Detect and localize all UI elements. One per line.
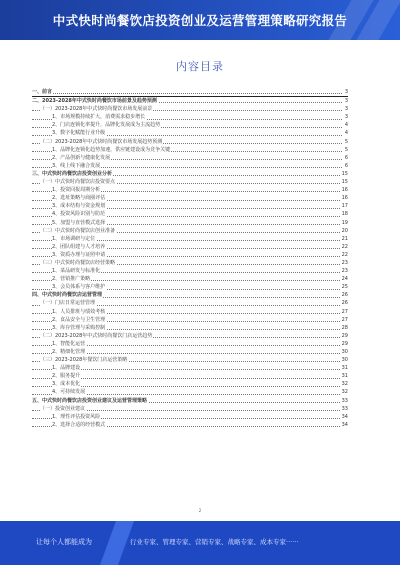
toc-entry-label: 1、品牌化连锁化趋势加速，供应链建设成为竞争关键 — [52, 146, 171, 153]
toc-entry[interactable] — [32, 194, 348, 202]
toc-entry-page: 16 — [341, 195, 348, 202]
toc-entry-page: 18 — [341, 211, 348, 218]
toc-entry-page: 22 — [341, 251, 348, 258]
toc-entry-label: 2、食品安全与卫生管理 — [52, 316, 106, 323]
toc-entry[interactable] — [32, 380, 348, 388]
toc-entry-page: 34 — [341, 421, 348, 428]
toc-entry-page: 29 — [341, 332, 348, 339]
toc-entry[interactable] — [32, 219, 348, 227]
toc-entry-label: 2、服务提升 — [52, 373, 81, 380]
toc-entry-page: 3 — [344, 106, 348, 113]
toc-entry-label: 3、会员体系与客户维护 — [52, 284, 106, 291]
toc-entry[interactable] — [32, 356, 348, 364]
toc-entry-page: 32 — [341, 381, 348, 388]
toc-entry[interactable] — [32, 202, 348, 210]
toc-entry-page: 3 — [344, 89, 348, 95]
toc-entry-label: （二）2023-2028年中式快时尚餐饮门店运营趋势 — [40, 332, 153, 339]
toc-entry-label: 1、投资回报周期分析 — [52, 187, 101, 194]
toc-entry-page: 32 — [341, 389, 348, 396]
toc-entry[interactable] — [32, 105, 348, 113]
toc-entry[interactable] — [32, 308, 348, 316]
toc-entry-page: 27 — [341, 308, 348, 315]
toc-entry-page: 15 — [341, 179, 348, 186]
toc-entry[interactable] — [32, 267, 348, 275]
toc-entry[interactable] — [32, 275, 348, 283]
toc-entry-page: 15 — [341, 170, 348, 177]
toc-entry[interactable] — [32, 324, 348, 332]
toc-entry[interactable] — [32, 372, 348, 380]
toc-entry-label: （一）2023-2028年中式快时尚餐饮市场发展前景 — [40, 106, 153, 113]
toc-entry[interactable] — [32, 162, 348, 170]
toc-entry[interactable] — [32, 332, 348, 340]
toc-entry-label: （二）中式快时尚餐饮店创业准备 — [40, 227, 116, 234]
report-title: 中式快时尚餐饮店投资创业及运营管理策略研究报告 — [52, 13, 348, 28]
toc-entry-page: 26 — [341, 300, 348, 307]
toc-entry-label: 4、可持续发展 — [52, 389, 86, 396]
toc-entry[interactable] — [32, 121, 348, 129]
toc-entry-page: 6 — [344, 154, 348, 161]
toc-entry-label: 1、智能化运营 — [52, 340, 86, 347]
toc-entry-page: 17 — [341, 203, 348, 210]
toc-entry-label: 五、中式快时尚餐饮店投资创业建议及运营管理策略 — [32, 397, 148, 404]
toc-entry-page: 4 — [344, 130, 348, 137]
report-header — [0, 0, 400, 40]
toc-entry-page: 29 — [341, 340, 348, 347]
toc-entry-label: 4、投资风险识别与防范 — [52, 211, 106, 218]
toc-entry[interactable] — [32, 421, 348, 429]
toc-entry-label: 3、成本优化 — [52, 381, 81, 388]
toc-entry[interactable] — [32, 340, 348, 348]
toc-entry-label: 3、资质办理与证照申请 — [52, 251, 106, 258]
toc-entry-page: 6 — [344, 162, 348, 169]
toc-entry-label: （一）投资创业建议 — [40, 405, 86, 412]
toc-entry-label: 二、2023-2028年中式快时尚餐饮市场前景及趋势预测 — [32, 98, 157, 105]
toc-entry-page: 25 — [341, 284, 348, 291]
toc-entry[interactable] — [32, 113, 348, 121]
toc-entry-label: 一、前言 — [32, 89, 53, 95]
page-number: 2 — [198, 508, 202, 513]
toc-entry-label: （三）中式快时尚餐饮店经营策略 — [40, 259, 116, 266]
toc-entry[interactable] — [32, 348, 348, 356]
toc-entry[interactable] — [32, 299, 348, 307]
toc-entry-label: 1、品牌建设 — [52, 365, 81, 372]
toc-entry-label: （一）门店日常运营管理 — [40, 300, 96, 307]
toc-entry-page: 27 — [341, 316, 348, 323]
toc-entry-label: 5、加盟与直营模式选择 — [52, 219, 106, 226]
toc-leader — [32, 93, 342, 94]
toc-entry-label: 三、中式快时尚餐饮店投资创业分析 — [32, 170, 113, 177]
toc-entry-label: 1、理性评估投资风险 — [52, 413, 101, 420]
toc-entry[interactable] — [32, 316, 348, 324]
toc-entry-page: 20 — [341, 227, 348, 234]
toc-entry[interactable] — [32, 210, 348, 218]
toc-entry[interactable] — [32, 178, 348, 186]
toc-entry-label: 3、数字化赋能行业升级 — [52, 130, 106, 137]
toc-entry[interactable] — [32, 413, 348, 421]
toc-entry-label: 四、中式快时尚餐饮店运营管理 — [32, 292, 103, 299]
toc-entry[interactable] — [32, 227, 348, 235]
toc-entry-label: （一）中式快时尚餐饮店投资要点 — [40, 179, 116, 186]
toc-entry-label: 2、选址策略与商圈评估 — [52, 195, 106, 202]
toc-entry-page: 34 — [341, 413, 348, 420]
toc-entry[interactable] — [32, 97, 348, 105]
toc-entry-page: 24 — [341, 276, 348, 283]
toc-entry[interactable] — [32, 138, 348, 146]
toc-entry-label: 1、人员排班与绩效考核 — [52, 308, 106, 315]
toc-entry-page: 3 — [344, 114, 348, 121]
toc-entry-page: 26 — [341, 292, 348, 299]
toc-entry-page: 33 — [341, 397, 348, 404]
toc-entry-label: 2、门店连锁化率提升，品牌化发展成为主流趋势 — [52, 122, 161, 129]
table-of-contents — [32, 88, 348, 429]
report-footer — [0, 521, 400, 565]
toc-entry[interactable] — [32, 154, 348, 162]
toc-entry-page: 33 — [341, 405, 348, 412]
toc-entry[interactable] — [32, 364, 348, 372]
footer-expertise: 行业专家、管理专家、营销专家、战略专家、成本专家······ — [130, 538, 299, 546]
toc-entry-page: 19 — [341, 219, 348, 226]
toc-entry-label: 1、菜品研发与标准化 — [52, 268, 101, 275]
toc-entry[interactable] — [32, 235, 348, 243]
toc-entry-label: 3、库存管理与采购控制 — [52, 324, 106, 331]
toc-entry-label: 1、市场调研与定位 — [52, 235, 96, 242]
toc-entry-page: 5 — [344, 146, 348, 153]
toc-entry[interactable] — [32, 397, 348, 405]
toc-entry-label: （三）2023-2028年餐饮门店运营策略 — [40, 357, 128, 364]
toc-entry[interactable] — [32, 259, 348, 267]
toc-entry[interactable] — [32, 388, 348, 396]
toc-entry-page: 22 — [341, 243, 348, 250]
toc-entry[interactable] — [32, 186, 348, 194]
toc-entry-page: 5 — [344, 138, 348, 145]
toc-entry-label: 2、营销推广策略 — [52, 276, 91, 283]
toc-entry-page: 30 — [341, 357, 348, 364]
toc-entry-label: 1、市场规模持续扩大，消费需求稳步增长 — [52, 114, 146, 121]
toc-entry-label: 3、线上线下融合发展 — [52, 162, 101, 169]
toc-entry-label: （二）2023-2028年中式快时尚餐饮市场发展趋势预测 — [40, 138, 163, 145]
toc-entry-page: 21 — [341, 235, 348, 242]
toc-entry[interactable] — [32, 146, 348, 154]
footer-slogan: 让每个人都能成为 — [36, 538, 92, 546]
toc-entry-label: 2、产品创新与健康化发展 — [52, 154, 111, 161]
toc-entry-label: 2、精细化管理 — [52, 349, 86, 355]
toc-entry-page: 3 — [344, 98, 348, 105]
toc-entry[interactable] — [32, 88, 348, 97]
toc-entry-page: 16 — [341, 187, 348, 194]
footer-divider — [100, 521, 134, 565]
toc-entry-label: 2、团队组建与人才培养 — [52, 243, 106, 250]
toc-entry[interactable] — [32, 129, 348, 137]
toc-entry-page: 30 — [341, 349, 348, 355]
toc-heading: 内容目录 — [176, 60, 224, 73]
toc-entry-page: 31 — [341, 373, 348, 380]
toc-entry[interactable] — [32, 291, 348, 299]
toc-entry[interactable] — [32, 170, 348, 178]
toc-entry-page: 28 — [341, 324, 348, 331]
toc-entry-label: 3、成本结构与资金规划 — [52, 203, 106, 210]
toc-entry-page: 4 — [344, 122, 348, 129]
toc-entry[interactable] — [32, 243, 348, 251]
toc-entry-page: 23 — [341, 259, 348, 266]
toc-entry-label: 2、选择合适的经营模式 — [52, 421, 106, 428]
toc-entry[interactable] — [32, 251, 348, 259]
toc-entry[interactable] — [32, 283, 348, 291]
toc-entry-page: 31 — [341, 365, 348, 372]
toc-entry[interactable] — [32, 405, 348, 413]
toc-entry-page: 23 — [341, 268, 348, 275]
